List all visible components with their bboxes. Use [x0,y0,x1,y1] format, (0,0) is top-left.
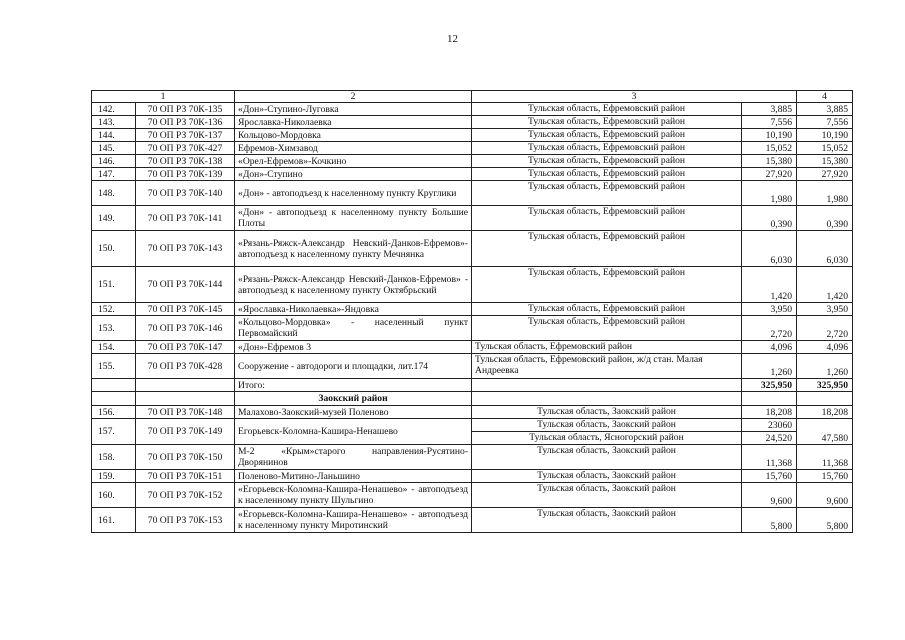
length-total: 15,380 [797,155,853,168]
row-number: 157. [92,419,136,445]
road-code: 70 ОП РЗ 70К-427 [136,142,235,155]
length-value: 27,920 [742,168,797,181]
total-label: Итого: [235,379,472,392]
road-code: 70 ОП РЗ 70К-135 [136,103,235,116]
road-name: «Егорьевск-Коломна-Кашира-Ненашево» - автоподъезд к населенному пункту Миротинский [235,508,472,533]
row-number: 153. [92,316,136,341]
road-code: 70 ОП РЗ 70К-146 [136,316,235,341]
col-header-2: 2 [235,91,472,103]
length-total: 3,885 [797,103,853,116]
table-row [92,231,853,267]
length-value: 15,760 [742,470,797,483]
road-name: Поленово-Митино-Ланьшино [235,470,472,483]
road-location: Тульская область, Ефремовский район [472,103,742,116]
row-number: 155. [92,354,136,379]
length-value: 18,208 [742,406,797,419]
length-total: 1,260 [797,354,853,379]
table-row [92,508,853,533]
length-value: 10,190 [742,129,797,142]
table-row [92,303,853,316]
road-code: 70 ОП РЗ 70К-149 [136,419,235,445]
road-location: Тульская область, Заокский район [472,483,742,508]
length-value: 3,950 [742,303,797,316]
road-code: 70 ОП РЗ 70К-138 [136,155,235,168]
row-number: 146. [92,155,136,168]
length-value: 23060 [742,419,797,432]
row-number: 152. [92,303,136,316]
total-row [92,379,853,392]
length-total: 15,052 [797,142,853,155]
road-code: 70 ОП РЗ 70К-152 [136,483,235,508]
length-value: 9,600 [742,483,797,508]
road-location: Тульская область, Ефремовский район [472,206,742,231]
road-location: Тульская область, Ефремовский район [472,303,742,316]
road-name: Ярославка-Николаевка [235,116,472,129]
page-number: 12 [447,33,458,45]
road-code: 70 ОП РЗ 70К-150 [136,445,235,470]
length-total: 0,390 [797,206,853,231]
road-name: «Дон»-Ефремов 3 [235,341,472,354]
table-row [92,142,853,155]
road-name: М-2 «Крым»старого направления-Русятино-Дворянинов [235,445,472,470]
road-name: «Дон»-Ступино-Луговка [235,103,472,116]
length-value: 0,390 [742,206,797,231]
district-empty [797,392,853,406]
road-location: Тульская область, Ефремовский район [472,155,742,168]
length-total: 1,420 [797,267,853,303]
road-location: Тульская область, Ефремовский район [472,116,742,129]
road-name: Малахово-Заокский-музей Поленово [235,406,472,419]
length-value: 15,052 [742,142,797,155]
road-location: Тульская область, Ефремовский район [472,168,742,181]
district-empty [472,392,742,406]
road-code: 70 ОП РЗ 70К-137 [136,129,235,142]
length-total: 47,580 [797,419,853,445]
road-name: «Орел-Ефремов»-Кочкино [235,155,472,168]
road-location: Тульская область, Ефремовский район [472,181,742,206]
length-total: 9,600 [797,483,853,508]
total-empty [472,379,742,392]
road-code: 70 ОП РЗ 70К-136 [136,116,235,129]
road-name: «Рязань-Ряжск-Александр Невский-Данков-Ефремов»-автоподъезд к населенному пункту Мечнянка [235,231,472,267]
row-number: 147. [92,168,136,181]
road-location: Тульская область, Ефремовский район [472,316,742,341]
table-row [92,168,853,181]
road-code: 70 ОП РЗ 70К-148 [136,406,235,419]
row-number: 150. [92,231,136,267]
road-location: Тульская область, Ефремовский район [472,142,742,155]
table-row [92,316,853,341]
road-name: «Рязань-Ряжск-Александр Невский-Данков-Ефремов» - автоподъезд к населенному пункту Октябрьский [235,267,472,303]
road-name: «Егорьевск-Коломна-Кашира-Ненашево» - автоподъезд к населенному пункту Шульгино [235,483,472,508]
length-total: 7,556 [797,116,853,129]
table-row [92,483,853,508]
road-name: «Дон» - автоподъезд к населенному пункту Большие Плоты [235,206,472,231]
road-code: 70 ОП РЗ 70К-145 [136,303,235,316]
road-name: Кольцово-Мордовка [235,129,472,142]
row-number: 149. [92,206,136,231]
road-location: Тульская область, Ефремовский район, ж/д стан. Малая Андреевка [472,354,742,379]
header-row [92,91,853,103]
road-location: Тульская область, Ефремовский район [472,341,742,354]
table-row [92,129,853,142]
roads-table [91,90,853,533]
table-row [92,341,853,354]
row-number: 144. [92,129,136,142]
row-number: 142. [92,103,136,116]
road-code: 70 ОП РЗ 70К-151 [136,470,235,483]
district-empty [92,392,136,406]
district-empty [136,392,235,406]
length-total: 18,208 [797,406,853,419]
road-code: 70 ОП РЗ 70К-141 [136,206,235,231]
table-row [92,406,853,419]
length-total: 2,720 [797,316,853,341]
length-total: 3,950 [797,303,853,316]
road-location: Тульская область, Ефремовский район [472,231,742,267]
road-location: Тульская область, Ясногорский район [472,432,742,445]
row-number: 156. [92,406,136,419]
road-code: 70 ОП РЗ 70К-139 [136,168,235,181]
length-value: 5,800 [742,508,797,533]
length-total: 4,096 [797,341,853,354]
length-value: 4,096 [742,341,797,354]
total-empty [136,379,235,392]
road-code: 70 ОП РЗ 70К-428 [136,354,235,379]
row-number: 151. [92,267,136,303]
road-code: 70 ОП РЗ 70К-140 [136,181,235,206]
table-row [92,155,853,168]
road-code: 70 ОП РЗ 70К-147 [136,341,235,354]
road-name: «Ярославка-Николаевка»-Яндовка [235,303,472,316]
length-value: 1,260 [742,354,797,379]
length-value: 15,380 [742,155,797,168]
row-number: 154. [92,341,136,354]
length-value: 6,030 [742,231,797,267]
row-number: 158. [92,445,136,470]
row-number: 159. [92,470,136,483]
road-location: Тульская область, Заокский район [472,445,742,470]
district-row [92,392,853,406]
road-name: «Кольцово-Мордовка» - населенный пункт Первомайский [235,316,472,341]
table-row [92,354,853,379]
row-number: 145. [92,142,136,155]
row-number: 160. [92,483,136,508]
road-name: Сооружение - автодороги и площадки, лит.174 [235,354,472,379]
total-sum: 325,950 [797,379,853,392]
col-header-4: 4 [797,91,853,103]
road-location: Тульская область, Ефремовский район [472,129,742,142]
road-name: «Дон»-Ступино [235,168,472,181]
length-total: 1,980 [797,181,853,206]
road-location: Тульская область, Заокский район [472,470,742,483]
total-value: 325,950 [742,379,797,392]
district-title: Заокский район [235,392,472,406]
table-row [92,267,853,303]
total-empty [92,379,136,392]
table-row [92,470,853,483]
road-code: 70 ОП РЗ 70К-143 [136,231,235,267]
road-name: «Дон» - автоподъезд к населенному пункту Круглики [235,181,472,206]
col-header-3: 3 [472,91,797,103]
col-header-1: 1 [92,91,235,103]
length-total: 11,368 [797,445,853,470]
length-value: 7,556 [742,116,797,129]
length-value: 2,720 [742,316,797,341]
road-name: Егорьевск-Коломна-Кашира-Ненашево [235,419,472,445]
length-total: 10,190 [797,129,853,142]
road-name: Ефремов-Химзавод [235,142,472,155]
length-total: 5,800 [797,508,853,533]
road-location: Тульская область, Заокский район [472,508,742,533]
length-total: 27,920 [797,168,853,181]
length-total: 15,760 [797,470,853,483]
district-empty [742,392,797,406]
length-value: 1,980 [742,181,797,206]
row-number: 148. [92,181,136,206]
length-value: 11,368 [742,445,797,470]
row-number: 161. [92,508,136,533]
table-row [92,103,853,116]
table-row [92,419,853,432]
road-location: Тульская область, Заокский район [472,406,742,419]
length-total: 6,030 [797,231,853,267]
road-location: Тульская область, Заокский район [472,419,742,432]
table-row [92,445,853,470]
table-row [92,181,853,206]
row-number: 143. [92,116,136,129]
road-code: 70 ОП РЗ 70К-144 [136,267,235,303]
length-value: 3,885 [742,103,797,116]
table-row [92,206,853,231]
road-location: Тульская область, Ефремовский район [472,267,742,303]
length-value: 1,420 [742,267,797,303]
length-value: 24,520 [742,432,797,445]
table-row [92,116,853,129]
road-code: 70 ОП РЗ 70К-153 [136,508,235,533]
